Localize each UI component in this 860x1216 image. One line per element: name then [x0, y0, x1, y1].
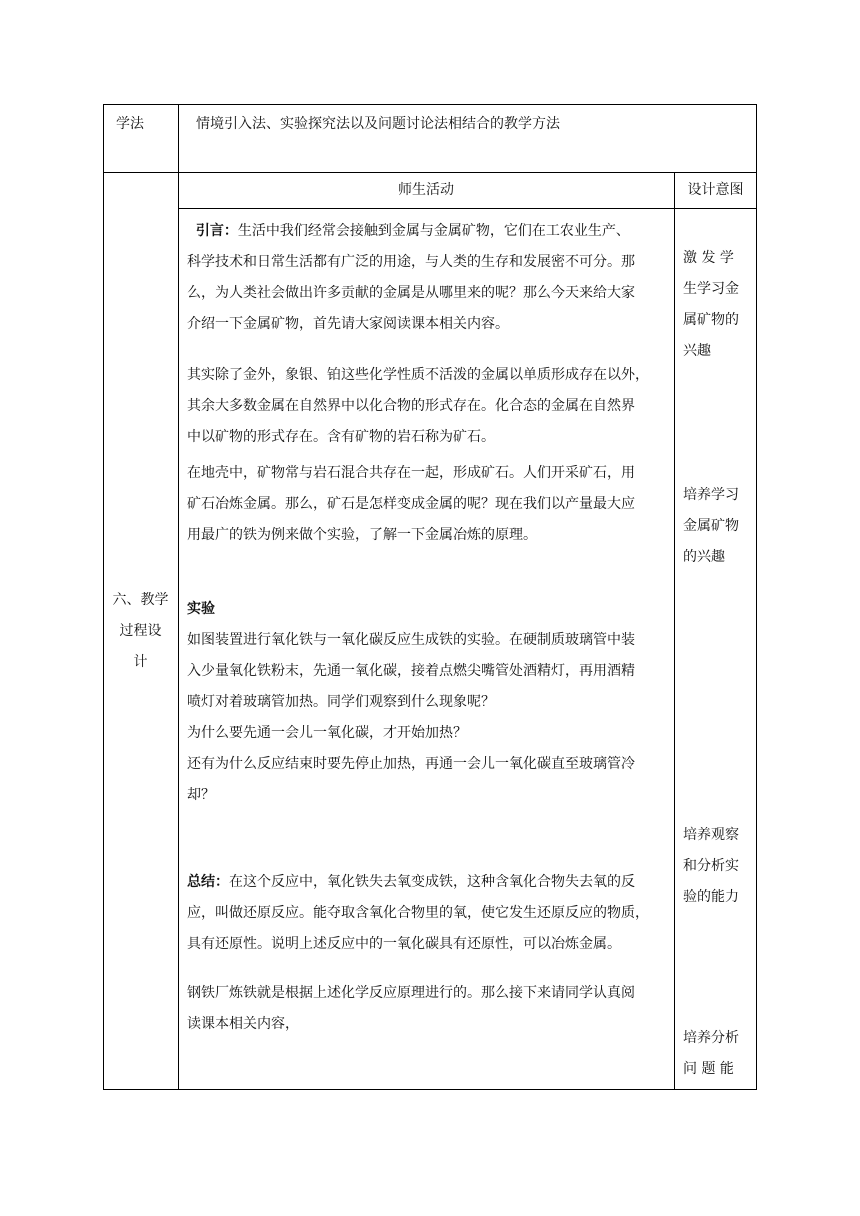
paragraph-line: 如图装置进行氧化铁与一氧化碳反应生成铁的实验。在硬制质玻璃管中装	[187, 632, 635, 648]
intent-line: 属矿物的	[683, 312, 739, 328]
intent-header: 设计意图	[687, 182, 744, 198]
paragraph-line: 中以矿物的形式存在。含有矿物的岩石称为矿石。	[187, 429, 495, 445]
paragraph-line: 却？	[187, 787, 215, 803]
design-intent-3	[683, 820, 751, 913]
paragraph-line: 其实除了金外，象银、铂这些化学性质不活泼的金属以单质形成存在以外，	[187, 367, 649, 383]
summary-line	[187, 867, 671, 898]
activity-header: 师生活动	[398, 182, 454, 198]
method-content: 情境引入法、实验探究法以及问题讨论法相结合的教学方法	[196, 116, 560, 132]
paragraph-line: 其余大多数金属在自然界中以化合物的形式存在。化合态的金属在自然界	[187, 398, 635, 414]
intent-line: 的兴趣	[683, 549, 725, 565]
design-intent-1	[683, 243, 751, 367]
intent-line: 培养学习	[683, 487, 739, 503]
row-divider	[103, 172, 757, 173]
paragraph-line: 钢铁厂炼铁就是根据上述化学反应原理进行的。那么接下来请同学认真阅	[187, 985, 635, 1001]
intent-line: 问 题 能	[683, 1061, 734, 1077]
ore-paragraph	[187, 458, 671, 551]
summary-label: 总结：	[187, 874, 229, 890]
section-label-line: 计	[133, 654, 148, 670]
intent-line: 验的能力	[683, 889, 739, 905]
paragraph-line: 入少量氧化铁粉末，先通一氧化碳，接着点燃尖嘴管处酒精灯，再用酒精	[187, 663, 635, 679]
paragraph-line: 为什么要先通一会儿一氧化碳，才开始加热？	[187, 725, 467, 741]
steel-paragraph	[187, 978, 671, 1040]
paragraph-line: 读课本相关内容，	[187, 1016, 299, 1032]
intro-line: 么，为人类社会做出许多贡献的金属是从哪里来的呢？那么今天来给大家	[187, 285, 635, 301]
intro-text: 生活中我们经常会接触到金属与金属矿物，它们在工农业生产、	[237, 223, 630, 239]
summary-paragraph	[187, 867, 671, 960]
paragraph-line: 喷灯对着玻璃管加热。同学们观察到什么现象呢？	[187, 694, 495, 710]
intro-line	[187, 216, 671, 247]
intent-line: 培养观察	[683, 827, 739, 843]
experiment-heading: 实验	[187, 601, 215, 617]
summary-text: 在这个反应中，氧化铁失去氧变成铁，这种含氧化合物失去氧的反	[229, 874, 635, 890]
paragraph-line: 还有为什么反应结束时要先停止加热，再通一会儿一氧化碳直至玻璃管冷	[187, 756, 635, 772]
experiment-paragraph	[187, 625, 671, 811]
column-divider-right	[674, 172, 675, 1090]
column-divider-left	[178, 104, 179, 1090]
intent-line: 和分析实	[683, 858, 739, 874]
metal-occurrence-paragraph	[187, 360, 671, 453]
design-intent-2	[683, 480, 751, 573]
section-label-line: 六、教学	[112, 592, 169, 608]
section-label-line: 过程设	[119, 623, 162, 639]
section-label	[103, 585, 178, 678]
method-label: 学法	[116, 116, 144, 132]
intent-line: 生学习金	[683, 281, 739, 297]
paragraph-line: 矿石冶炼金属。那么，矿石是怎样变成金属的呢？现在我们以产量最大应	[187, 496, 635, 512]
paragraph-line: 用最广的铁为例来做个实验，了解一下金属冶炼的原理。	[187, 527, 537, 543]
intro-line: 介绍一下金属矿物，首先请大家阅读课本相关内容。	[187, 316, 509, 332]
summary-line: 具有还原性。说明上述反应中的一氧化碳具有还原性，可以冶炼金属。	[187, 936, 621, 952]
header-divider	[178, 208, 757, 209]
intent-line: 激 发 学	[683, 250, 734, 266]
intent-line: 兴趣	[683, 343, 711, 359]
summary-line: 应，叫做还原反应。能夺取含氧化合物里的氧，使它发生还原反应的物质，	[187, 905, 649, 921]
intro-label: 引言：	[195, 223, 238, 239]
intent-line: 金属矿物	[683, 518, 739, 534]
intro-line: 科学技术和日常生活都有广泛的用途，与人类的生存和发展密不可分。那	[187, 254, 635, 270]
intro-paragraph	[187, 216, 671, 340]
intent-line: 培养分析	[683, 1030, 739, 1046]
paragraph-line: 在地壳中，矿物常与岩石混合共存在一起，形成矿石。人们开采矿石，用	[187, 465, 635, 481]
design-intent-4	[683, 1023, 751, 1085]
